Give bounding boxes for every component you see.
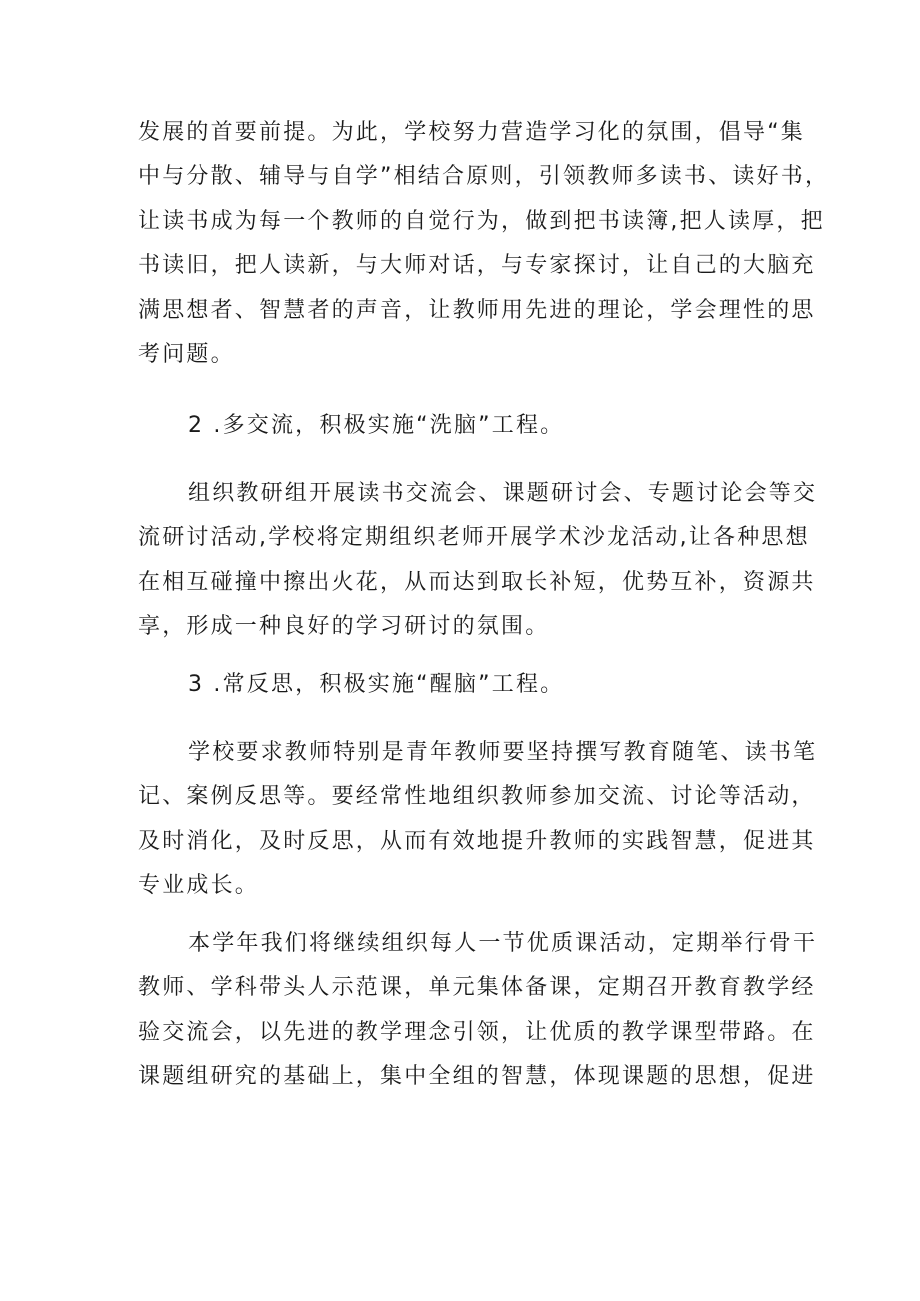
- paragraph-line: 中与分散、辅导与自学”相结合原则，引领教师多读书、读好书，: [138, 164, 830, 190]
- paragraph-line: 教师、学科带头人示范课，单元集体备课，定期召开教育教学经: [138, 975, 816, 1001]
- paragraph-line: 享，形成一种良好的学习研讨的氛围。: [138, 614, 550, 640]
- paragraph-line: 让读书成为每一个教师的自觉行为，做到把书读簿,把人读厚，把: [138, 208, 825, 234]
- paragraph-line: 满思想者、智慧者的声音，让教师用先进的理论，学会理性的思: [138, 297, 816, 323]
- paragraph-reflection: [138, 731, 818, 909]
- paragraph-line: 课题组研究的基础上，集中全组的智慧，体现课题的思想，促进: [138, 1064, 816, 1090]
- section-heading-reflection: [138, 663, 798, 707]
- paragraph-line: 验交流会，以先进的教学理念引领，让优质的教学课型带路。在: [138, 1019, 816, 1045]
- paragraph-line: 本学年我们将继续组织每人一节优质课活动，定期举行骨干: [188, 931, 818, 956]
- heading-text: 3 .常反思，积极实施“醒脑”工程。: [188, 672, 565, 697]
- paragraph-line: 及时消化，及时反思，从而有效地提升教师的实践智慧，促进其: [138, 828, 816, 854]
- paragraph-exchange: [138, 472, 818, 650]
- paragraph-line: 流研讨活动,学校将定期组织老师开展学术沙龙活动,让各种思想: [138, 525, 810, 551]
- paragraph-line: 考问题。: [138, 342, 235, 368]
- heading-text: 2 .多交流，积极实施“洗脑”工程。: [188, 413, 565, 438]
- paragraph-line: 组织教研组开展读书交流会、课题研讨会、专题讨论会等交: [188, 481, 818, 506]
- paragraph-line: 学校要求教师特别是青年教师要坚持撰写教育随笔、读书笔: [188, 740, 818, 765]
- paragraph-line: 发展的首要前提。为此，学校努力营造学习化的氛围，倡导“集: [138, 120, 805, 145]
- paragraph-activities: [138, 922, 818, 1100]
- paragraph-line: 专业成长。: [138, 873, 260, 899]
- paragraph-line: 在相互碰撞中擦出火花，从而达到取长补短，优势互补，资源共: [138, 569, 816, 595]
- paragraph-line: 书读旧，把人读新，与大师对话，与专家探讨，让自己的大脑充: [138, 253, 816, 279]
- paragraph-reading: [138, 111, 830, 377]
- section-heading-exchange: [138, 404, 798, 448]
- paragraph-line: 记、案例反思等。要经常性地组织教师参加交流、讨论等活动，: [138, 784, 816, 810]
